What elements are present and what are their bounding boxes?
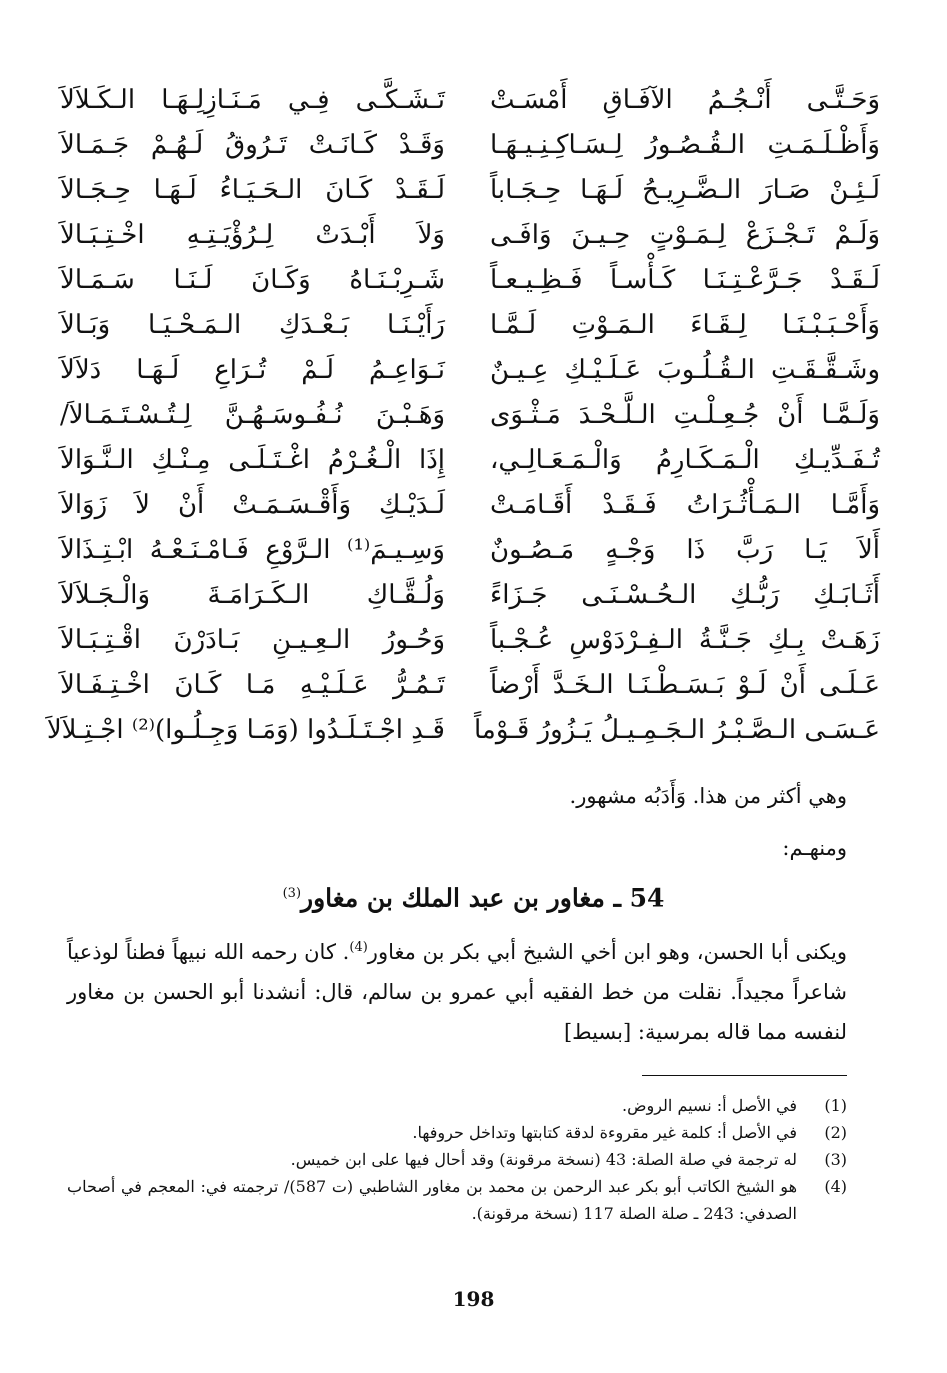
poem-verse [50, 348, 880, 392]
verse-first-hemistich: وَلَـمَّـا أَنْ جُـعِـلْـتِ الـلَّـحْـدَ مَـثْـوَى [490, 400, 880, 430]
footnote-number: (3) [824, 1150, 847, 1169]
page-number: 198 [452, 1287, 495, 1311]
poem-verse [50, 78, 880, 122]
verse-first-hemistich: عَـسَـى الـصَّـبْـرُ الـجَـمِـيـلُ يَـزُورُ قَـوْماً [473, 715, 880, 745]
footnote [67, 1119, 847, 1146]
verse-second-hemistich: وَلاَ أَبْـدَتْ لِـرُؤْيَـتِـهِ اخْـتِـبَـالاَ [60, 220, 445, 250]
poem [46, 78, 880, 758]
poem-verse [50, 573, 880, 617]
footnote-ref: (4) [349, 940, 368, 955]
footnote-ref: (3) [282, 886, 302, 901]
verse-first-hemistich: لَـئِـنْ صَـارَ الـضَّـرِيـحُ لَـهَـا حِـجَـاباً [490, 175, 880, 205]
poem-verse [50, 168, 880, 212]
verse-first-hemistich: وَأَظْـلَـمَـتِ الـقُـصُـورُ لِـسَـاكِـنِـيـهَـا [490, 130, 880, 160]
footnote-text: هو الشيخ الكاتب أبو بكر عبد الرحمن بن محمد بن مغاور الشاطبي (ت 587)/ ترجمته في: المعجم في أصحاب الصدفي: 243 ـ صلة الصلة 117 (نسخة مرقونة). [67, 1177, 798, 1223]
paragraph-text: . كان رحمه الله نبيهاً فطناً لوذعياً شاعراً مجيداً. نقلت من خط الفقيه أبي عمرو بن سالم، قال: أنشدنا أبو الحسن بن مغاور لنفسه مما قاله بمرسية: [بسيط] [67, 940, 847, 1044]
footnote-text: في الأصل أ: نسيم الروض. [622, 1096, 797, 1115]
poem-verse [50, 303, 880, 347]
footnote-number: (2) [824, 1123, 847, 1142]
footnotes [67, 1092, 847, 1227]
poem-verse [50, 213, 880, 257]
verse-second-hemistich: نَـوَاعِـمُ لَـمْ تُـرَاعِ لَـهَـا دَلاَلاَ [60, 355, 445, 385]
poem-verse [50, 258, 880, 302]
verse-first-hemistich: وَلَـمْ تَـجْـزَعْ لِـمَـوْتٍ حِـيـنَ وَافَـى [490, 220, 880, 250]
verse-second-hemistich: وَسِـيـمَ⁽¹⁾ الـرَّوْعِ فَـامْـنَـعْـهُ ابْـتِـذَالاَ [60, 535, 445, 565]
verse-first-hemistich: تُـفَـدِّيـكِ الْـمَـكَـارِمُ وَالْـمَـعَـالِـي، [490, 445, 880, 475]
verse-second-hemistich: إِذَا الْـغُـرْمُ اغْـتَـلَـى مِـنْـكِ الـنَّـوَالاَ [60, 445, 445, 475]
verse-second-hemistich: لَـدَيْـكِ وَأَقْـسَـمَـتْ أَنْ لاَ زَوَالاَ [60, 490, 445, 520]
entry-paragraph [67, 928, 847, 1052]
verse-second-hemistich: شَـرِبْـنَـاهُ وَكَـانَ لَـنَـا سَـمَـالاَ [60, 265, 445, 295]
poem-verse [46, 708, 880, 752]
footnote-text: في الأصل أ: كلمة غير مقروءة لدقة كتابتها وتداخل حروفها. [412, 1123, 797, 1142]
poem-verse [50, 528, 880, 572]
paragraph-text: ويكنى أبا الحسن، وهو ابن أخي الشيخ أبي بكر بن مغاور [367, 940, 847, 964]
entry-heading [0, 872, 947, 920]
verse-first-hemistich: أَثَـابَـكِ رَبُّـكِ الـحُـسْـنَـى جَـزَاءً [490, 580, 880, 610]
verse-second-hemistich: وَقَـدْ كَـانَـتْ تَـرُوقُ لَـهُـمْ جَـمَـالاَ [60, 130, 445, 160]
verse-second-hemistich: تَـمُـرُّ عَـلَـيْـهِ مَـا كَـانَ اخْـتِـفَـالاَ [60, 670, 445, 700]
poem-verse [50, 438, 880, 482]
verse-second-hemistich: رَأَيْـنَـا بَـعْـدَكِ الـمَـحْـيَـا وَبَـالاَ [60, 310, 445, 340]
verse-second-hemistich: وَهَـبْـنَ نُـفُـوسَـهُـنَّ لِـتُـسْـتَـمَـالاَ/ [60, 400, 445, 430]
poem-verse [50, 618, 880, 662]
footnote-divider [642, 1075, 847, 1076]
entry-heading-text: 54 ـ مغاور بن عبد الملك بن مغاور [301, 883, 665, 913]
verse-second-hemistich: وَلُـقَّـاكِ الـكَـرَامَـةَ وَالْـجَـلاَلاَ [60, 580, 445, 610]
footnote [67, 1173, 847, 1227]
verse-second-hemistich: قَـدِ اجْـتَـلَـدُوا (وَمَـا وَجِـلُـوا)⁽²⁾ اجْـتِـلاَلاَ [46, 715, 445, 745]
poem-verse [50, 483, 880, 527]
verse-second-hemistich: وَحُـورُ الـعِـيـنِ بَـادَرْنَ اقْـتِـبَـالاَ [60, 625, 445, 655]
verse-first-hemistich: وَأَحْـبَـبْـنَـا لِـقَـاءَ الـمَـوْتِ لَـمَّـا [490, 310, 880, 340]
verse-first-hemistich: عَـلَـى أَنْ لَـوْ بَـسَـطْـنَـا الـخَـدَّ أَرْضاً [490, 670, 880, 700]
footnote [67, 1146, 847, 1173]
footnote-text: له ترجمة في صلة الصلة: 43 (نسخة مرقونة) وقد أحال فيها على ابن خميس. [290, 1150, 797, 1169]
poem-verse [50, 393, 880, 437]
prose-line: وهي أكثر من هذا. وَأَدَبُه مشهور. [569, 784, 847, 808]
footnote-number: (1) [824, 1096, 847, 1115]
verse-first-hemistich: زَهَـتْ بِـكِ جَـنَّـةُ الـفِـرْدَوْسِ عُـجْـباً [490, 625, 880, 655]
footnote-number: (4) [824, 1177, 847, 1196]
verse-second-hemistich: تَـشَـكَّـى فِـي مَـنَـازِلِـهَـا الـكَـلاَلاَ [60, 85, 445, 115]
poem-verse [50, 663, 880, 707]
prose-line: ومنهـم: [782, 836, 847, 860]
verse-first-hemistich: وَحَـتَّـى أَنْـجُـمُ الآفَـاقِ أَمْسَـتْ [490, 85, 880, 115]
verse-first-hemistich: وَأَمَّـا الـمَـأْثُـرَاتُ فَـقَـدْ أَقَـامَـتْ [490, 490, 880, 520]
verse-second-hemistich: لَـقَـدْ كَـانَ الـحَـيَـاءُ لَـهَـا حِـجَـالاَ [60, 175, 445, 205]
verse-first-hemistich: لَـقَـدْ جَـرَّعْـتِـنَـا كَـأْسـاً فَـظِـيـعـاً [490, 265, 880, 295]
verse-first-hemistich: وشَـقَّـقَـتِ الـقُـلُـوبَ عَـلَـيْـكِ عِـيـنٌ [490, 355, 880, 385]
footnote [67, 1092, 847, 1119]
poem-verse [50, 123, 880, 167]
verse-first-hemistich: أَلاَ يَـا رَبَّ ذَا وَجْـهٍ مَـصُـونٌ [490, 535, 880, 565]
